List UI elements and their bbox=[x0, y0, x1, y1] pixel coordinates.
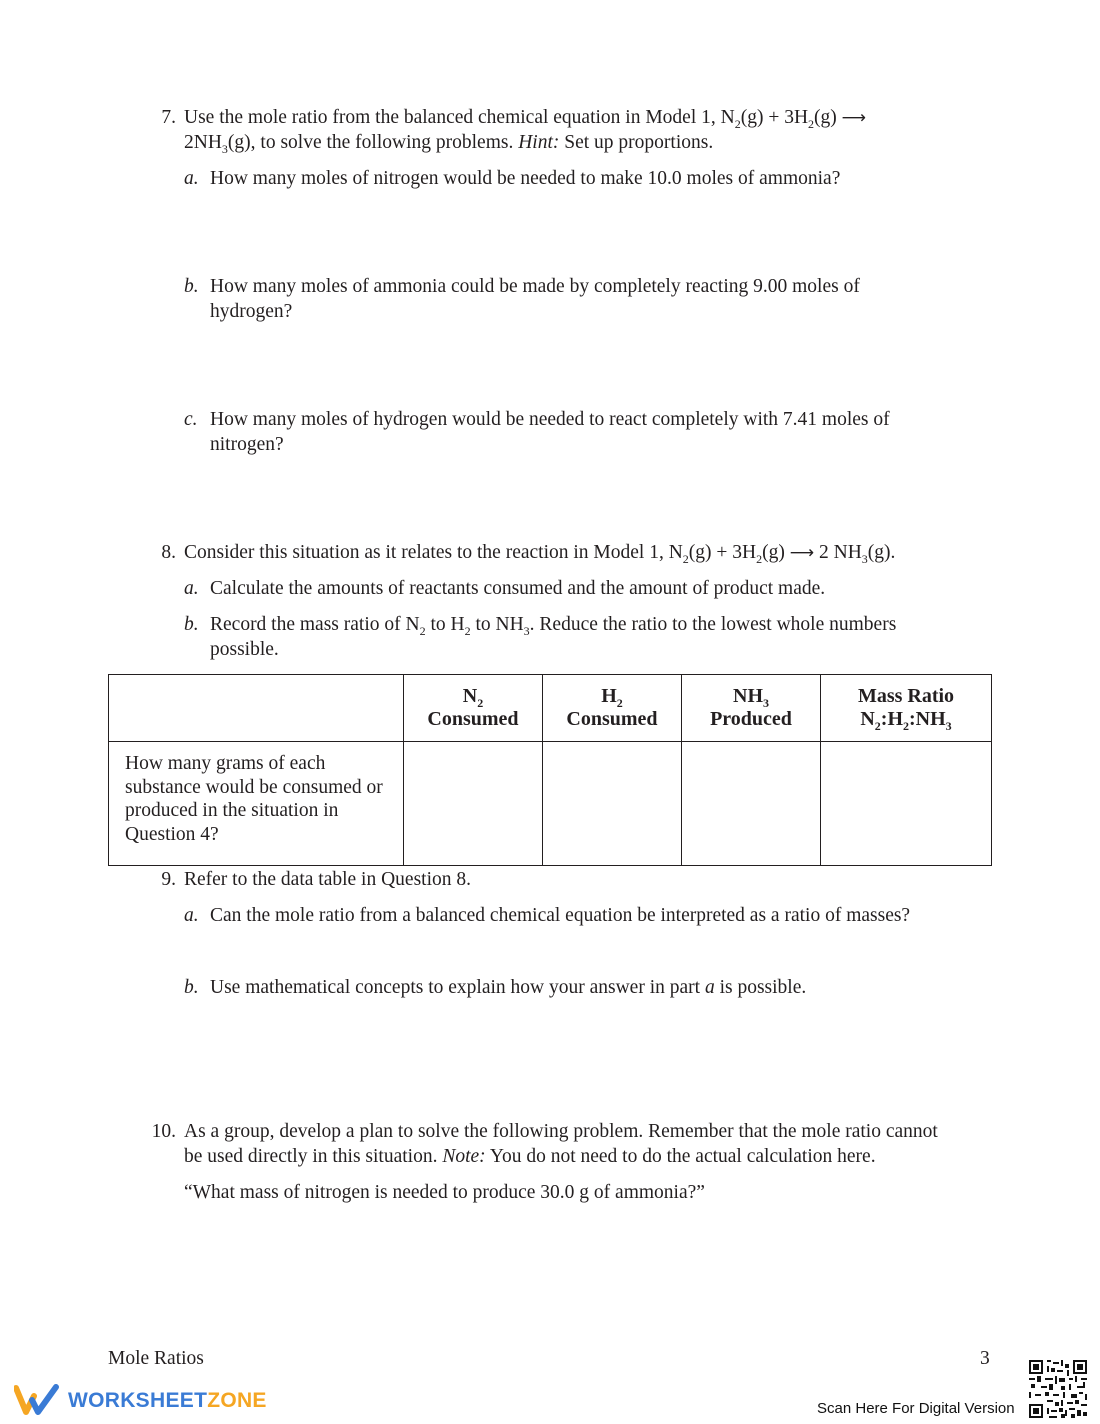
scan-caption: Scan Here For Digital Version bbox=[817, 1400, 1015, 1417]
question-7-line-1: Use the mole ratio from the balanced chemical equation in Model 1, $N_2(g) + 3H_2(g)$ ⟶ bbox=[184, 107, 867, 131]
question-7a-text: How many moles of nitrogen would be needed to make 10.0 moles of ammonia? bbox=[210, 168, 841, 189]
table-row-label: How many grams of each substance would be consumed or produced in the situation in Question 4? bbox=[109, 742, 404, 866]
question-7b-line-2: hydrogen? bbox=[210, 301, 293, 322]
table-header-empty bbox=[109, 675, 404, 742]
mass-data-table bbox=[108, 674, 992, 866]
question-9-number: 9. bbox=[161, 869, 176, 890]
question-8-line-1: Consider this situation as it relates to the reaction in Model 1, $N_2(g) + 3H_2(g)$ ⟶ 2 $NH_3(g)$. bbox=[184, 542, 896, 566]
answer-cell-n2-consumed[interactable] bbox=[404, 742, 543, 866]
question-9b-letter: b. bbox=[184, 977, 199, 998]
question-10-quote: “What mass of nitrogen is needed to produce 30.0 g of ammonia?” bbox=[184, 1182, 705, 1203]
footer-title: Mole Ratios bbox=[108, 1348, 204, 1369]
answer-cell-mass-ratio[interactable] bbox=[821, 742, 992, 866]
qr-code-icon[interactable] bbox=[1029, 1360, 1087, 1418]
question-9b-text: Use mathematical concepts to explain how your answer in part a is possible. bbox=[210, 977, 807, 998]
question-8a-letter: a. bbox=[184, 578, 199, 599]
question-7-line-2: $2NH_3(g)$, to solve the following problems. Hint: Set up proportions. bbox=[184, 132, 714, 156]
question-10-number: 10. bbox=[151, 1121, 176, 1142]
question-7c-letter: c. bbox=[184, 409, 198, 430]
question-7c-line-2: nitrogen? bbox=[210, 434, 284, 455]
table-header-n2-consumed: $N_2$ Consumed bbox=[404, 675, 543, 742]
table-row bbox=[109, 742, 992, 866]
question-9a-letter: a. bbox=[184, 905, 199, 926]
question-8b-line-1: Record the mass ratio of $N_2$ to $H_2$ to $NH_3$. Reduce the ratio to the lowest whole numbers bbox=[210, 614, 897, 638]
question-7-number: 7. bbox=[161, 107, 176, 128]
question-9a-text: Can the mole ratio from a balanced chemical equation be interpreted as a ratio of masses? bbox=[210, 905, 911, 926]
question-9-text: Refer to the data table in Question 8. bbox=[184, 869, 471, 890]
worksheetzone-logo[interactable] bbox=[14, 1384, 267, 1416]
table-header-mass-ratio: Mass Ratio $N_2:H_2:NH_3$ bbox=[821, 675, 992, 742]
table-header-row bbox=[109, 675, 992, 742]
reaction-arrow-icon: ⟶ bbox=[789, 543, 815, 563]
reaction-arrow-icon: ⟶ bbox=[841, 108, 867, 128]
question-7a-letter: a. bbox=[184, 168, 199, 189]
question-8b-line-2: possible. bbox=[210, 639, 279, 660]
brand-name: WORKSHEETZONE bbox=[68, 1388, 267, 1412]
question-10-line-2: be used directly in this situation. Note: You do not need to do the actual calculation here. bbox=[184, 1146, 876, 1167]
answer-cell-nh3-produced[interactable] bbox=[682, 742, 821, 866]
question-7c-line-1: How many moles of hydrogen would be needed to react completely with 7.41 moles of bbox=[210, 409, 890, 430]
question-10-line-1: As a group, develop a plan to solve the following problem. Remember that the mole ratio cannot bbox=[184, 1121, 938, 1142]
page-number: 3 bbox=[980, 1348, 990, 1369]
answer-cell-h2-consumed[interactable] bbox=[543, 742, 682, 866]
question-8a-text: Calculate the amounts of reactants consumed and the amount of product made. bbox=[210, 578, 826, 599]
question-8-number: 8. bbox=[161, 542, 176, 563]
worksheetzone-logo-icon bbox=[14, 1384, 60, 1416]
question-7b-letter: b. bbox=[184, 276, 199, 297]
question-7b-line-1: How many moles of ammonia could be made by completely reacting 9.00 moles of bbox=[210, 276, 860, 297]
table-header-h2-consumed: $H_2$ Consumed bbox=[543, 675, 682, 742]
table-header-nh3-produced: $NH_3$ Produced bbox=[682, 675, 821, 742]
question-8b-letter: b. bbox=[184, 614, 199, 635]
